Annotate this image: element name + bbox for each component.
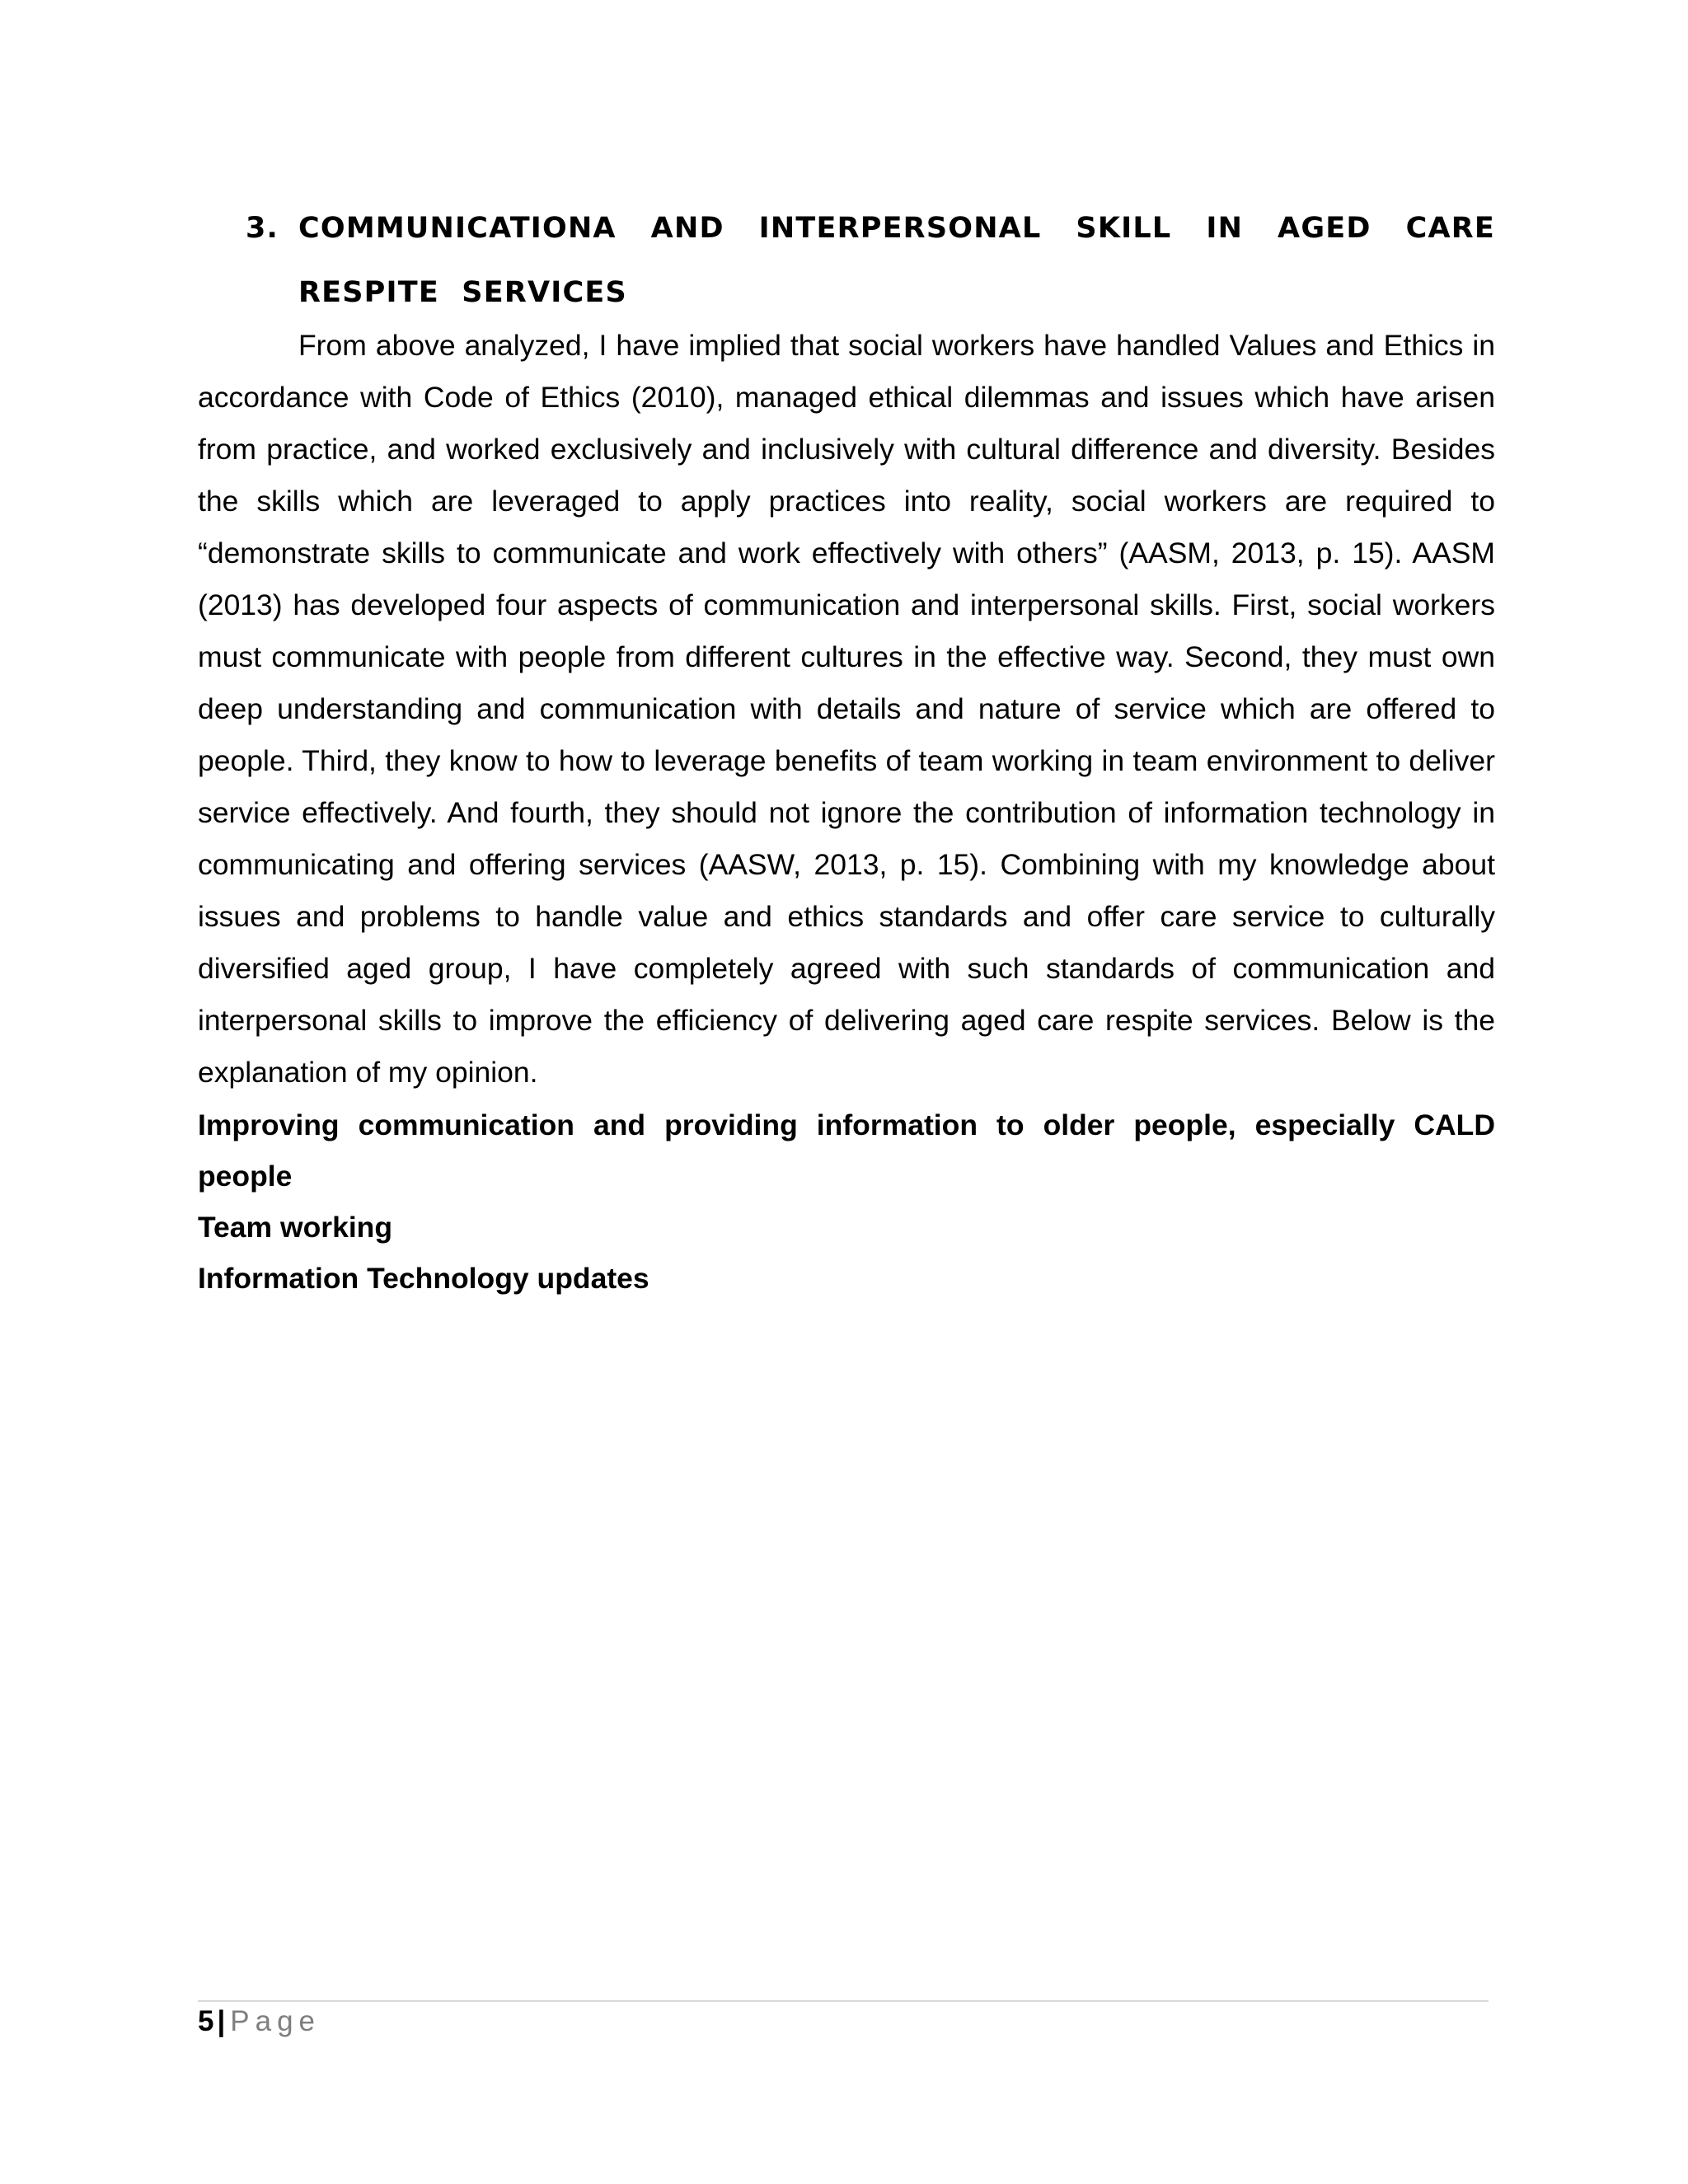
subheading-it-updates: Information Technology updates [198,1262,649,1295]
footer-separator: | [217,2005,226,2037]
subheading-list [198,1099,1495,1304]
page-label: Page [230,2005,321,2037]
footer-divider [198,2000,1489,2002]
subheading-team-working: Team working [198,1211,393,1244]
section-title: COMMUNICATIONA AND INTERPERSONAL SKILL IN AGED CARE RESPITE SERVICES [298,212,1495,309]
page-footer [198,2001,321,2042]
subheading-communication: Improving communication and providing information to older people, especially CALD people [198,1108,1495,1193]
page-number: 5 [198,2005,214,2037]
section-number: 3. [246,212,279,245]
section-heading [246,196,1495,325]
body-paragraph: From above analyzed, I have implied that social workers have handled Values and Ethics in accordance with Code of Ethics (2010), managed ethical dilemmas and issues which have arisen from practice, and worked exclusively and inclusively with cultural difference and diversity. Besides the skills which are leveraged to apply practices into reality, social workers are required to “demonstrate skills to communicate and work effectively with others” (AASM, 2013, p. 15). AASM (2013) has developed four aspects of communication and interpersonal skills. First, social workers must communicate with people from different cultures in the effective way. Second, they must own deep understanding and communication with details and nature of service which are offered to people. Third, they know to how to leverage benefits of team working in team environment to deliver service effectively. And fourth, they should not ignore the contribution of information technology in communicating and offering services (AASW, 2013, p. 15). Combining with my knowledge about issues and problems to handle value and ethics standards and offer care service to culturally diversified aged group, I have completely agreed with such standards of communication and interpersonal skills to improve the efficiency of delivering aged care respite services. Below is the explanation of my opinion. [198,329,1495,1089]
